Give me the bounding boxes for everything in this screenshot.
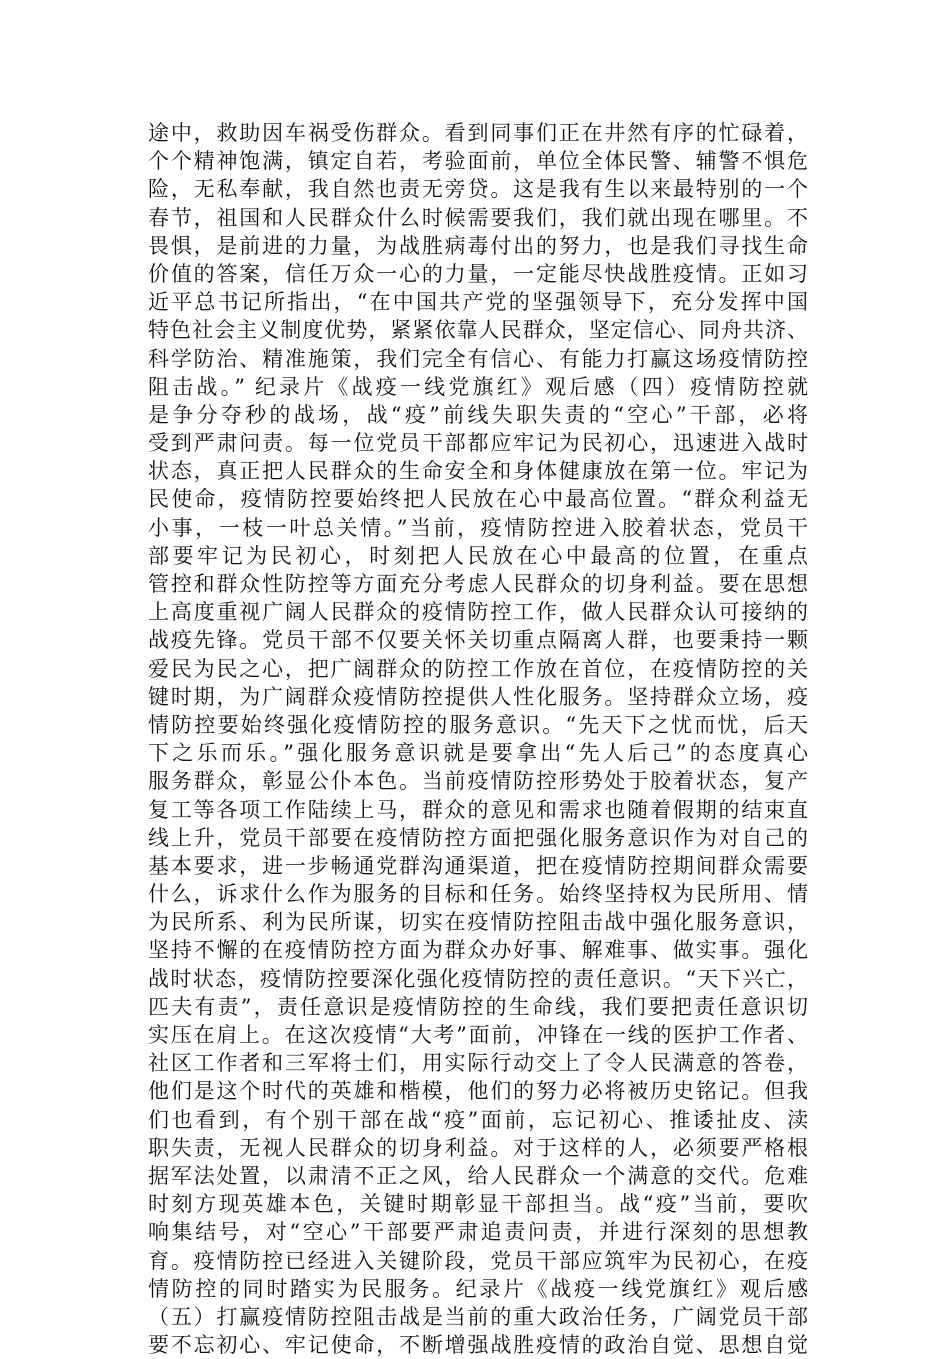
- text-line: 战疫先锋。党员干部不仅要关怀关切重点隔离人群，也要秉持一颗: [148, 628, 808, 653]
- text-line: 科学防治、精准施策，我们完全有信心、有能力打赢这场疫情防控: [148, 346, 808, 371]
- text-line: 春节，祖国和人民群众什么时候需要我们，我们就出现在哪里。不: [148, 205, 808, 230]
- text-line: 民使命，疫情防控要始终把人民放在心中最高位置。“群众利益无: [148, 487, 808, 512]
- text-line: 小事，一枝一叶总关情。”当前，疫情防控进入胶着状态，党员干: [148, 515, 808, 540]
- text-line: 育。疫情防控已经进入关键阶段，党员干部应筑牢为民初心，在疫: [148, 1248, 808, 1273]
- text-line: 时刻方现英雄本色，关键时期彰显干部担当。战“疫”当前，要吹: [148, 1192, 808, 1217]
- text-line: 途中，救助因车祸受伤群众。看到同事们正在井然有序的忙碌着，: [148, 121, 808, 145]
- text-line: 情防控的同时踏实为民服务。纪录片《战疫一线党旗红》观后感: [148, 1276, 808, 1301]
- text-line: 社区工作者和三军将士们，用实际行动交上了令人民满意的答卷，: [148, 1051, 808, 1076]
- text-line: 战时状态，疫情防控要深化强化疫情防控的责任意识。“天下兴亡，: [148, 966, 808, 991]
- text-line: 键时期，为广阔群众疫情防控提供人性化服务。坚持群众立场，疫: [148, 684, 808, 709]
- text-line: 阻击战。” 纪录片《战疫一线党旗红》观后感（四）疫情防控就: [148, 374, 808, 399]
- text-line: 服务群众，彰显公仆本色。当前疫情防控形势处于胶着状态，复产: [148, 769, 808, 794]
- text-line: 受到严肃问责。每一位党员干部都应牢记为民初心，迅速进入战时: [148, 431, 808, 456]
- text-line: 下之乐而乐。”强化服务意识就是要拿出“先人后己”的态度真心: [148, 741, 808, 766]
- text-line: 实压在肩上。在这次疫情“大考”面前，冲锋在一线的医护工作者、: [148, 1023, 808, 1047]
- text-line: 险，无私奉献，我自然也责无旁贷。这是我有生以来最特别的一个: [148, 177, 808, 202]
- text-line: 职失责，无视人民群众的切身利益。对于这样的人，必须要严格根: [148, 1135, 808, 1160]
- text-line: 坚持不懈的在疫情防控方面为群众办好事、解难事、做实事。强化: [148, 938, 808, 963]
- text-line: 他们是这个时代的英雄和楷模，他们的努力必将被历史铭记。但我: [148, 1079, 808, 1104]
- text-line: 情防控要始终强化疫情防控的服务意识。“先天下之忧而忧，后天: [148, 712, 808, 737]
- text-line: 个个精神饱满，镇定自若，考验面前，单位全体民警、辅警不惧危: [148, 149, 808, 174]
- text-line: 据军法处置，以肃清不正之风，给人民群众一个满意的交代。危难: [148, 1163, 808, 1188]
- text-line: 响集结号，对“空心”干部要严肃追责问责，并进行深刻的思想教: [148, 1220, 808, 1245]
- text-line: （五）打赢疫情防控阻击战是当前的重大政治任务，广阔党员干部: [148, 1304, 808, 1329]
- text-line: 为民所系、利为民所谋，切实在疫情防控阻击战中强化服务意识，: [148, 910, 808, 935]
- text-line: 价值的答案，信任万众一心的力量，一定能尽快战胜疫情。正如习: [148, 261, 808, 286]
- text-line: 上高度重视广阔人民群众的疫情防控工作，做人民群众认可接纳的: [148, 600, 808, 625]
- text-line: 状态，真正把人民群众的生命安全和身体健康放在第一位。牢记为: [148, 459, 808, 484]
- text-line: 管控和群众性防控等方面充分考虑人民群众的切身利益。要在思想: [148, 572, 808, 596]
- text-line: 特色社会主义制度优势，紧紧依靠人民群众，坚定信心、同舟共济、: [148, 318, 808, 343]
- text-line: 们也看到，有个别干部在战“疫”面前，忘记初心、推诿扯皮、渎: [148, 1107, 808, 1132]
- text-line: 要不忘初心、牢记使命，不断增强战胜疫情的政治自觉、思想自觉: [148, 1333, 808, 1358]
- text-line: 复工等各项工作陆续上马，群众的意见和需求也随着假期的结束直: [148, 797, 808, 822]
- text-line: 近平总书记所指出，“在中国共产党的坚强领导下，充分发挥中国: [148, 290, 808, 315]
- body-text: [148, 119, 808, 1359]
- text-line: 畏惧，是前进的力量，为战胜病毒付出的努力，也是我们寻找生命: [148, 233, 808, 258]
- text-line: 线上升，党员干部要在疫情防控方面把强化服务意识作为对自己的: [148, 825, 808, 850]
- text-line: 基本要求，进一步畅通党群沟通渠道，把在疫情防控期间群众需要: [148, 853, 808, 878]
- text-line: 部要牢记为民初心，时刻把人民放在心中最高的位置，在重点: [148, 543, 808, 568]
- text-line: 什么，诉求什么作为服务的目标和任务。始终坚持权为民所用、情: [148, 882, 808, 907]
- text-line: 爱民为民之心，把广阔群众的防控工作放在首位，在疫情防控的关: [148, 656, 808, 681]
- text-line: 匹夫有责”，责任意识是疫情防控的生命线，我们要把责任意识切: [148, 994, 808, 1019]
- text-line: 是争分夺秒的战场，战“疫”前线失职失责的“空心”干部，必将: [148, 402, 808, 427]
